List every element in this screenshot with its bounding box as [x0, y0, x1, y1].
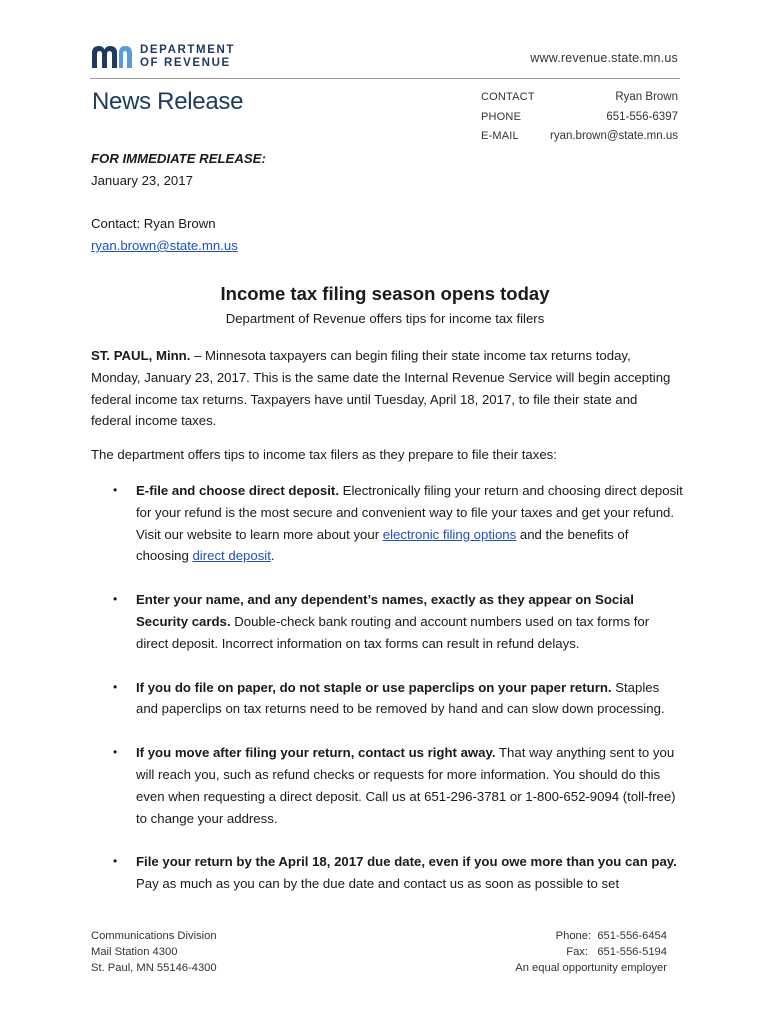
footer-phone: 651-556-6454 [597, 930, 667, 942]
email-value[interactable]: ryan.brown@state.mn.us [549, 130, 678, 142]
contact-label: CONTACT [481, 91, 535, 103]
tips-list [113, 480, 683, 917]
release-label: FOR IMMEDIATE RELEASE: [91, 151, 266, 166]
tip-text: Pay as much as you can by the due date and contact us as soon as possible to set [136, 876, 620, 892]
phone-row [481, 111, 678, 131]
list-item [113, 480, 683, 567]
bullet-icon: • [113, 679, 118, 694]
footer-contact [515, 929, 667, 976]
logo-line-2: OF REVENUE [140, 56, 231, 69]
intro-paragraph [91, 345, 681, 432]
footer-mail-station: Mail Station 4300 [91, 945, 178, 958]
electronic-filing-link[interactable]: electronic filing options [382, 526, 517, 542]
logo-line-1: DEPARTMENT [140, 44, 236, 56]
tip-lead: Enter your name, and any dependent’s names, exactly as they appear on Social Security cards. [136, 592, 634, 629]
bullet-icon: • [113, 483, 118, 497]
footer-division: Communications Division [91, 930, 217, 942]
list-item [113, 677, 683, 721]
dateline: ST. PAUL, Minn. [91, 348, 191, 363]
direct-deposit-link[interactable]: direct deposit [192, 548, 271, 564]
footer-city: St. Paul, MN 55146-4300 [91, 961, 217, 974]
list-item [113, 742, 683, 829]
email-label: E-MAIL [481, 130, 519, 142]
mn-revenue-logo [92, 44, 235, 69]
footer-fax: 651-556-5194 [597, 945, 667, 958]
list-item [113, 589, 683, 654]
intro-text: – Minnesota taxpayers can begin filing their state income tax returns today, Monday, January 23, 2017. This is the same date the Internal Revenue Service will begin accepting federal income tax returns. Taxpayers have until Tuesday, April 18, 2017, to file their state and federal income taxes. [91, 348, 671, 429]
bullet-icon: • [113, 745, 118, 760]
contact-row [481, 91, 678, 111]
tip-lead: If you do file on paper, do not staple or use paperclips on your paper return. [136, 679, 612, 695]
footer-phone-row [515, 929, 667, 945]
bullet-icon: • [113, 854, 118, 869]
logo-wordmark [140, 44, 235, 69]
tip-text: Staples and paperclips on tax returns need to be removed by hand and can slow down processing. [136, 679, 665, 717]
release-date: January 23, 2017 [91, 173, 193, 188]
phone-value: 651-556-6397 [606, 110, 678, 123]
bullet-icon: • [113, 592, 118, 607]
footer-phone-label: Phone: [555, 930, 592, 942]
footer-fax-label: Fax: [566, 945, 588, 958]
tip-lead: E-file and choose direct deposit. [136, 483, 339, 498]
page-title: News Release [92, 88, 244, 115]
mn-logo-icon [92, 46, 132, 68]
tip-text: That way anything sent to you will reach you, such as refund checks or requests for more information. You should do this even when requesting a direct deposit. Call us at 651-296-3781 or 1-800-652-9094 (toll-free) to change your address. [136, 745, 676, 826]
footer-eoe: An equal opportunity employer [515, 961, 667, 974]
website-url[interactable]: www.revenue.state.mn.us [530, 51, 678, 65]
phone-label: PHONE [481, 110, 522, 123]
contact-line: Contact: Ryan Brown [91, 216, 216, 231]
footer-address [91, 929, 217, 976]
tip-text: Double-check bank routing and account numbers used on tax forms for direct deposit. Incorrect information on tax forms can result in refund delays. [136, 613, 650, 651]
subheadline: Department of Revenue offers tips for income tax filers [225, 311, 545, 326]
header-divider [90, 78, 680, 79]
tip-text: . [270, 548, 275, 564]
media-contact-block [481, 91, 678, 150]
tip-text: Electronically filing your return and choosing direct deposit for your refund is the most secure and convenient way to file your taxes and get your refund. Visit our website to learn more about your [136, 483, 683, 542]
contact-email-link[interactable]: ryan.brown@state.mn.us [91, 238, 238, 253]
tip-lead: File your return by the April 18, 2017 due date, even if you owe more than you can pay. [136, 854, 677, 870]
list-item [113, 851, 683, 895]
tips-intro: The department offers tips to income tax filers as they prepare to file their taxes: [91, 447, 557, 462]
email-row [481, 130, 678, 150]
tip-lead: If you move after filing your return, contact us right away. [136, 745, 496, 761]
headline: Income tax filing season opens today [220, 283, 550, 304]
contact-value: Ryan Brown [615, 91, 678, 103]
footer-fax-row [515, 945, 667, 961]
tip-text: and the benefits of choosing [136, 526, 629, 564]
